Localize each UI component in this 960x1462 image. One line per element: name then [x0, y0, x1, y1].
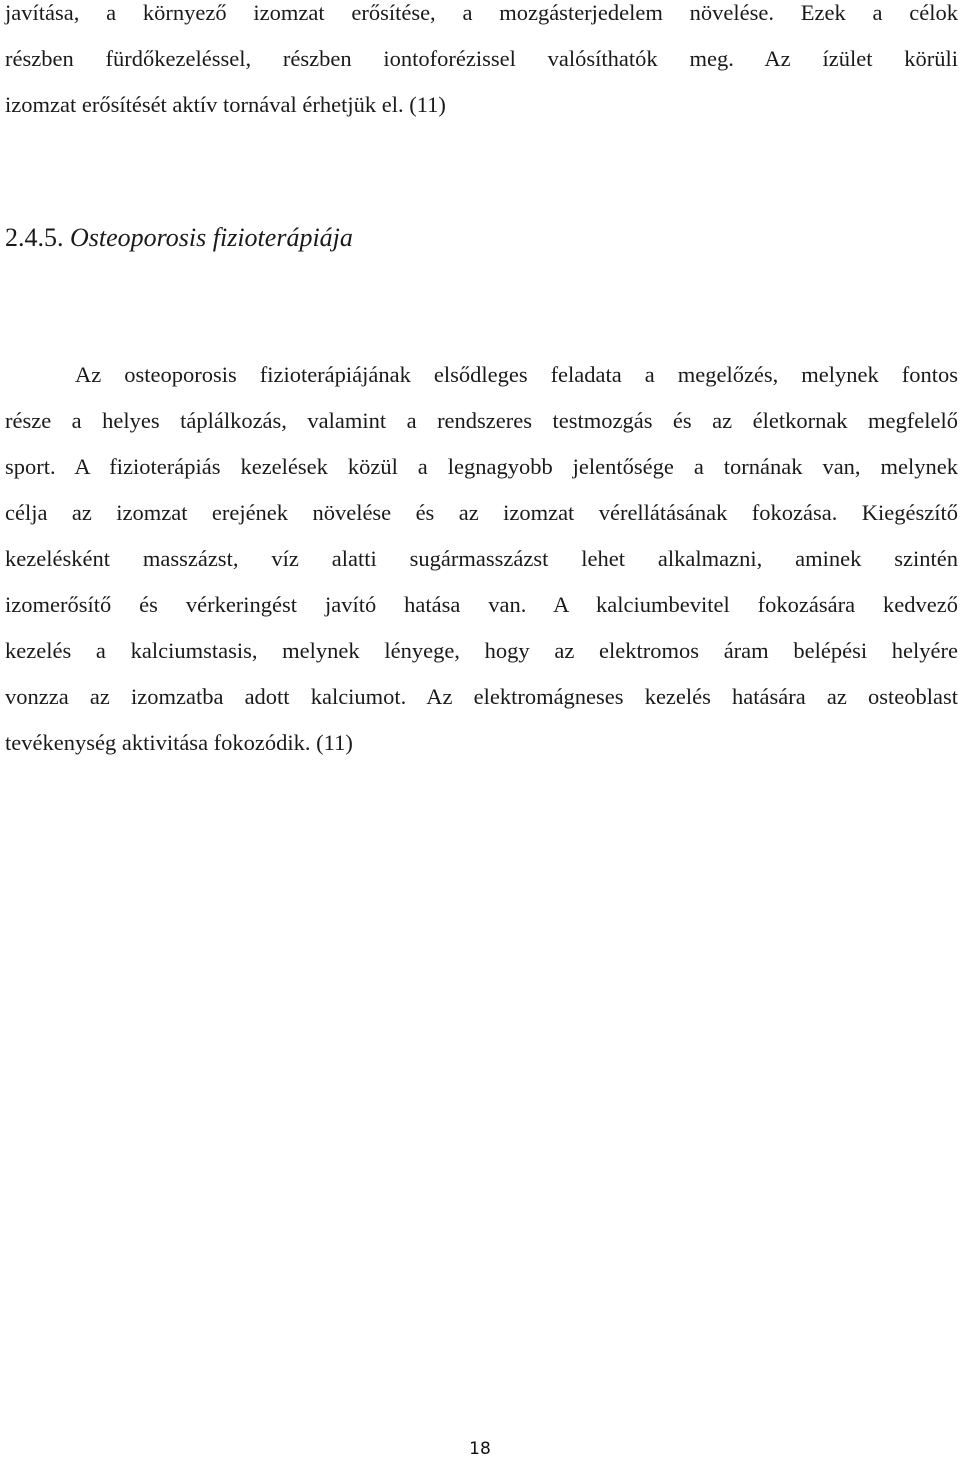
- section-heading: [5, 215, 353, 261]
- intro-paragraph: [5, 0, 958, 128]
- body-line: célja az izomzat erejének növelése és az izomzat vérellátásának fokozása. Kiegészítő: [5, 500, 958, 525]
- body-line: izomerősítő és vérkeringést javító hatása van. A kalciumbevitel fokozására kedvező: [5, 592, 958, 617]
- body-line: Az osteoporosis fizioterápiájának elsődleges feladata a megelőzés, melynek fontos: [75, 362, 958, 387]
- section-title: Osteoporosis fizioterápiája: [70, 223, 353, 252]
- intro-line: javítása, a környező izomzat erősítése, a mozgásterjedelem növelése. Ezek a célok: [5, 0, 958, 25]
- body-line: sport. A fizioterápiás kezelések közül a legnagyobb jelentősége a tornának van, melynek: [5, 454, 958, 479]
- section-number: 2.4.5.: [5, 223, 64, 252]
- body-paragraph: [5, 352, 958, 766]
- intro-line: részben fürdőkezeléssel, részben iontoforézissel valósíthatók meg. Az ízület körüli: [5, 46, 958, 71]
- intro-line: izomzat erősítését aktív tornával érhetjük el. (11): [5, 92, 446, 117]
- body-line: kezelésként masszázst, víz alatti sugármasszázst lehet alkalmazni, aminek szintén: [5, 546, 958, 571]
- body-line: tevékenység aktivitása fokozódik. (11): [5, 730, 353, 755]
- page-number: 18: [469, 1439, 491, 1459]
- body-line: kezelés a kalciumstasis, melynek lényege, hogy az elektromos áram belépési helyére: [5, 638, 958, 663]
- body-line: része a helyes táplálkozás, valamint a rendszeres testmozgás és az életkornak megfelelő: [5, 408, 958, 433]
- body-line: vonzza az izomzatba adott kalciumot. Az elektromágneses kezelés hatására az osteoblast: [5, 684, 958, 709]
